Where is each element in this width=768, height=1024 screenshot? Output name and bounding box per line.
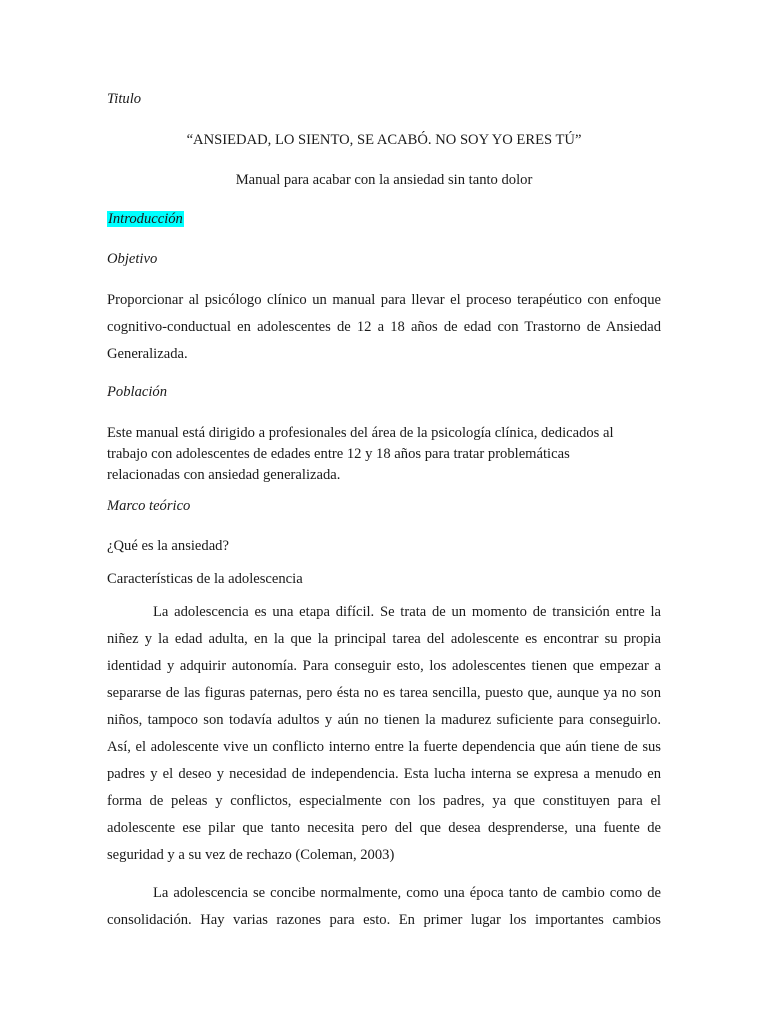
heading-marco-teorico: Marco teórico (107, 498, 191, 514)
label-titulo: Titulo (107, 91, 142, 107)
heading-caracteristicas: Características de la adolescencia (107, 571, 303, 587)
objetivo-paragraph: Proporcionar al psicólogo clínico un manual para llevar el proceso terapéutico con enfoque cognitivo-conductual en adolescentes de 12 a 18 años de edad con Trastorno de Ansiedad Generalizada. (107, 292, 661, 362)
heading-poblacion: Población (107, 384, 167, 400)
heading-objetivo: Objetivo (107, 251, 158, 267)
document-title: “ANSIEDAD, LO SIENTO, SE ACABÓ. NO SOY YO ERES TÚ” (186, 132, 582, 148)
question-ansiedad: ¿Qué es la ansiedad? (107, 538, 229, 554)
highlighted-heading: Introducción (108, 211, 183, 227)
poblacion-line: relacionadas con ansiedad generalizada. (107, 467, 341, 483)
paragraph-adolescencia-1: La adolescencia es una etapa difícil. Se trata de un momento de transición entre la niñez y la edad adulta, en la que la principal tarea del adolescente es encontrar su propia identidad y adquirir autonomía. Para conseguir esto, los adolescentes tienen que empezar a separarse de las figuras paternas, pero ésta no es tarea sencilla, puesto que, aunque ya no son niños, tampoco son todavía adultos y aún no tienen la madurez suficiente para conseguirlo. Así, el adolescente vive un conflicto interno entre la fuerte dependencia que aún tiene de sus padres y el deseo y necesidad de independencia. Esta lucha interna se expresa a menudo en forma de peleas y conflictos, especialmente con los padres, ya que constituyen para el adolescente ese pilar que tanto necesita pero del que desea desprenderse, una fuente de seguridad y a su vez de rechazo (Coleman, 2003) (107, 604, 661, 863)
document-subtitle: Manual para acabar con la ansiedad sin tanto dolor (235, 172, 533, 188)
poblacion-paragraph (107, 423, 661, 486)
poblacion-line: Este manual está dirigido a profesionales del área de la psicología clínica, dedicados al (107, 425, 614, 441)
heading-introduccion (107, 211, 661, 228)
poblacion-line: trabajo con adolescentes de edades entre 12 y 18 años para tratar problemáticas (107, 446, 570, 462)
paragraph-adolescencia-2: La adolescencia se concibe normalmente, como una época tanto de cambio como de consolidación. Hay varias razones para esto. En primer lugar los importantes cambios (107, 885, 661, 928)
